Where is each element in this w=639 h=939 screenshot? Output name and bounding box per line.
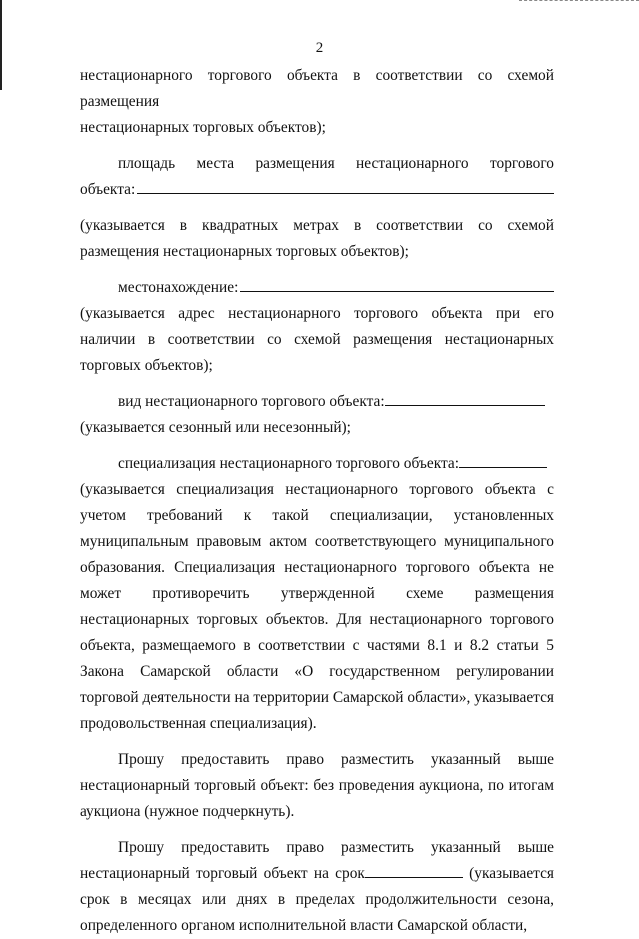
type-note: (указывается сезонный или несезонный); — [80, 419, 351, 436]
location-label: местонахождение: — [118, 279, 239, 296]
document-body — [80, 63, 554, 939]
area-label: площадь места размещения нестационарного торгового — [118, 155, 554, 172]
text-line: нестационарного торгового объекта в соответствии со схемой размещения — [80, 67, 554, 110]
spec-note: (указывается специализация нестационарного торгового объекта с учетом требований к такой специализации, установленных муниципальным правовым актом соответствующего муниципального образования. Специализация нестационарного торгового объекта не может противоречить утвержденной схеме размещения нестационарных торговых объектов. Для нестационарного торгового объекта, размещаемого в соответствии с частями 8.1 и 8.2 статьи 5 Закона Самарской области «О государственном регулировании торговой деятельности на территории Самарской области», указывается продовольственная специализация). — [80, 481, 554, 732]
area-label-end: объекта: — [80, 181, 136, 198]
spec-label: специализация нестационарного торгового объекта: — [118, 455, 460, 472]
text-line: нестационарных торговых объектов); — [80, 119, 326, 136]
request-paragraph: Прошу предоставить право разместить указанный выше нестационарный торговый объект: без проведения аукциона, по итогам аукциона (нужное подчеркнуть). — [80, 751, 554, 820]
location-note: (указывается адрес нестационарного торгового объекта при его наличии в соответствии со схемой размещения нестационарных торговых объектов); — [80, 305, 554, 374]
scan-top-mark — [519, 0, 639, 3]
request-term-paragraph — [80, 835, 554, 939]
request-term-start: Прошу предоставить право разместить указанный выше нестационарный торговый объект на срок — [80, 839, 554, 882]
area-field — [80, 177, 554, 203]
spec-field — [80, 451, 554, 477]
spec-blank — [459, 452, 547, 468]
type-blank — [385, 390, 545, 406]
request-term-end: (указывается срок в месяцах или днях в пределах продолжительности сезона, определенного органом исполнительной власти Самарской области, — [80, 865, 554, 934]
type-label: вид нестационарного торгового объекта: — [118, 393, 385, 410]
term-blank — [365, 862, 463, 878]
area-note: (указывается в квадратных метрах в соответствии со схемой размещения нестационарных торговых объектов); — [80, 217, 554, 260]
type-field — [80, 389, 554, 415]
area-blank — [137, 178, 554, 194]
location-blank — [240, 276, 554, 292]
page-number: 2 — [315, 40, 324, 56]
location-field — [80, 275, 554, 301]
